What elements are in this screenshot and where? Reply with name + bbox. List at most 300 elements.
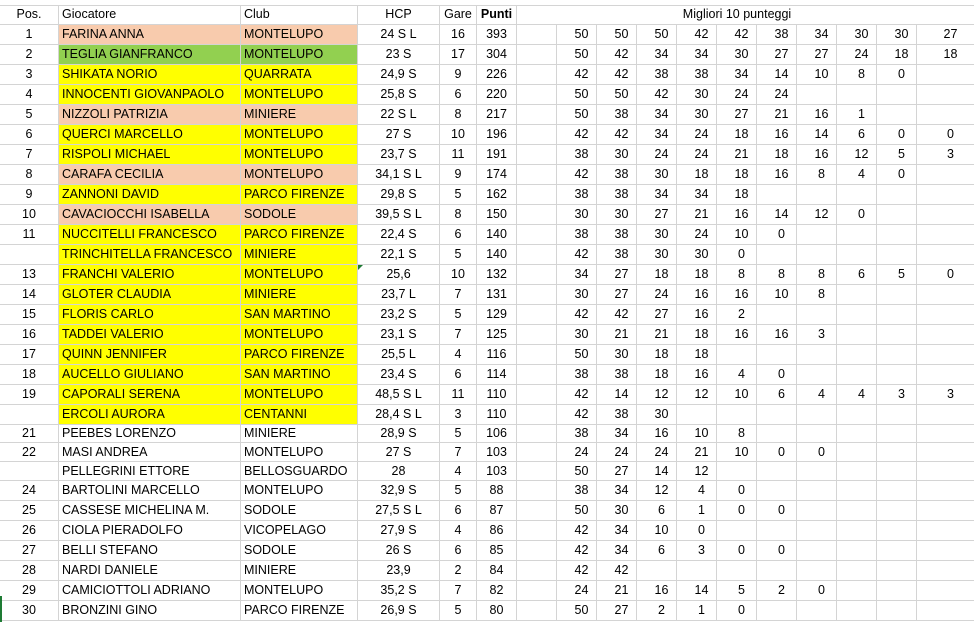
- cell-score[interactable]: 18: [637, 265, 677, 284]
- cell-hcp[interactable]: 34,1 S L: [358, 165, 440, 184]
- cell-hcp[interactable]: 22 S L: [358, 105, 440, 124]
- cell-pos[interactable]: 5: [0, 105, 59, 124]
- cell-empty[interactable]: [517, 385, 557, 404]
- cell-gare[interactable]: 9: [440, 165, 477, 184]
- cell-score[interactable]: 30: [677, 105, 717, 124]
- cell-score[interactable]: 30: [837, 25, 877, 44]
- cell-score[interactable]: 18: [677, 345, 717, 364]
- cell-empty[interactable]: [517, 25, 557, 44]
- cell-score[interactable]: 38: [677, 65, 717, 84]
- cell-score[interactable]: 50: [557, 462, 597, 480]
- cell-score[interactable]: 42: [597, 561, 637, 580]
- cell-score[interactable]: [757, 601, 797, 620]
- cell-punti[interactable]: 103: [477, 462, 517, 480]
- cell-gare[interactable]: 8: [440, 105, 477, 124]
- cell-punti[interactable]: 304: [477, 45, 517, 64]
- cell-score[interactable]: 8: [717, 265, 757, 284]
- cell-score[interactable]: 34: [597, 521, 637, 540]
- cell-score[interactable]: [757, 481, 797, 500]
- cell-pos[interactable]: 7: [0, 145, 59, 164]
- cell-pos[interactable]: 1: [0, 25, 59, 44]
- cell-score[interactable]: [837, 501, 877, 520]
- cell-score[interactable]: 18: [677, 265, 717, 284]
- cell-score[interactable]: [837, 581, 877, 600]
- cell-score[interactable]: [877, 541, 917, 560]
- cell-score[interactable]: [837, 325, 877, 344]
- cell-gare[interactable]: 6: [440, 541, 477, 560]
- cell-score[interactable]: [717, 561, 757, 580]
- cell-score[interactable]: 18: [717, 185, 757, 204]
- cell-giocatore[interactable]: AUCELLO GIULIANO: [59, 365, 241, 384]
- cell-score[interactable]: 34: [637, 45, 677, 64]
- cell-score[interactable]: 8: [757, 265, 797, 284]
- cell-score[interactable]: 34: [637, 125, 677, 144]
- cell-score[interactable]: [797, 541, 837, 560]
- cell-score[interactable]: [797, 305, 837, 324]
- cell-score[interactable]: 42: [557, 125, 597, 144]
- cell-punti[interactable]: 191: [477, 145, 517, 164]
- cell-score[interactable]: 0: [757, 443, 797, 461]
- cell-score[interactable]: 21: [597, 325, 637, 344]
- cell-score[interactable]: [917, 581, 974, 600]
- cell-score[interactable]: 21: [637, 325, 677, 344]
- cell-empty[interactable]: [517, 185, 557, 204]
- cell-score[interactable]: [917, 501, 974, 520]
- cell-score[interactable]: 14: [757, 205, 797, 224]
- cell-club[interactable]: MONTELUPO: [241, 45, 358, 64]
- cell-club[interactable]: MINIERE: [241, 105, 358, 124]
- cell-score[interactable]: [677, 561, 717, 580]
- cell-score[interactable]: 4: [797, 385, 837, 404]
- cell-empty[interactable]: [517, 145, 557, 164]
- cell-club[interactable]: MONTELUPO: [241, 145, 358, 164]
- cell-score[interactable]: [877, 405, 917, 424]
- cell-score[interactable]: 38: [597, 365, 637, 384]
- cell-empty[interactable]: [517, 601, 557, 620]
- cell-score[interactable]: 30: [637, 245, 677, 264]
- cell-score[interactable]: 38: [557, 225, 597, 244]
- cell-hcp[interactable]: 24 S L: [358, 25, 440, 44]
- cell-score[interactable]: 10: [797, 65, 837, 84]
- cell-score[interactable]: [837, 85, 877, 104]
- cell-gare[interactable]: 6: [440, 501, 477, 520]
- cell-giocatore[interactable]: CAMICIOTTOLI ADRIANO: [59, 581, 241, 600]
- cell-score[interactable]: 42: [597, 305, 637, 324]
- cell-score[interactable]: 2: [637, 601, 677, 620]
- header-hcp[interactable]: HCP: [358, 5, 440, 24]
- cell-score[interactable]: 24: [677, 125, 717, 144]
- cell-punti[interactable]: 86: [477, 521, 517, 540]
- cell-club[interactable]: MINIERE: [241, 285, 358, 304]
- cell-gare[interactable]: 5: [440, 601, 477, 620]
- cell-score[interactable]: 27: [943, 27, 958, 41]
- cell-score[interactable]: [917, 105, 974, 124]
- cell-score[interactable]: 27: [597, 601, 637, 620]
- cell-punti[interactable]: 393: [477, 25, 517, 44]
- cell-score[interactable]: 30: [597, 345, 637, 364]
- cell-punti[interactable]: 85: [477, 541, 517, 560]
- cell-club[interactable]: PARCO FIRENZE: [241, 225, 358, 244]
- cell-score[interactable]: 38: [597, 225, 637, 244]
- cell-giocatore[interactable]: QUERCI MARCELLO: [59, 125, 241, 144]
- cell-empty[interactable]: [517, 125, 557, 144]
- cell-score[interactable]: 30: [597, 205, 637, 224]
- cell-score[interactable]: 12: [797, 205, 837, 224]
- cell-score[interactable]: 16: [757, 165, 797, 184]
- cell-hcp[interactable]: 28,4 S L: [358, 405, 440, 424]
- cell-score[interactable]: 16: [637, 581, 677, 600]
- cell-score[interactable]: 10: [717, 225, 757, 244]
- cell-score[interactable]: [917, 561, 974, 580]
- cell-score[interactable]: 42: [557, 561, 597, 580]
- cell-punti[interactable]: 174: [477, 165, 517, 184]
- cell-score[interactable]: 34: [717, 65, 757, 84]
- header-pos[interactable]: Pos.: [0, 5, 59, 24]
- cell-score[interactable]: [877, 105, 917, 124]
- cell-score[interactable]: 16: [677, 365, 717, 384]
- cell-club[interactable]: MONTELUPO: [241, 581, 358, 600]
- cell-giocatore[interactable]: INNOCENTI GIOVANPAOLO: [59, 85, 241, 104]
- cell-score[interactable]: 8: [797, 285, 837, 304]
- cell-pos[interactable]: 26: [0, 521, 59, 540]
- cell-score[interactable]: 18: [877, 45, 917, 64]
- cell-score[interactable]: [837, 245, 877, 264]
- cell-club[interactable]: CENTANNI: [241, 405, 358, 424]
- cell-giocatore[interactable]: TADDEI VALERIO: [59, 325, 241, 344]
- cell-score[interactable]: [837, 425, 877, 442]
- cell-hcp[interactable]: 23,7 L: [358, 285, 440, 304]
- cell-score[interactable]: [837, 405, 877, 424]
- cell-score[interactable]: 42: [557, 245, 597, 264]
- cell-empty[interactable]: [517, 501, 557, 520]
- cell-score[interactable]: [797, 601, 837, 620]
- cell-score[interactable]: [917, 601, 974, 620]
- cell-score[interactable]: 6: [757, 385, 797, 404]
- cell-score[interactable]: 30: [597, 145, 637, 164]
- cell-score[interactable]: [877, 581, 917, 600]
- cell-score[interactable]: [917, 443, 974, 461]
- cell-score[interactable]: 34: [557, 265, 597, 284]
- cell-score[interactable]: [797, 521, 837, 540]
- cell-giocatore[interactable]: GLOTER CLAUDIA: [59, 285, 241, 304]
- cell-hcp[interactable]: 26 S: [358, 541, 440, 560]
- cell-score[interactable]: 21: [597, 581, 637, 600]
- cell-score[interactable]: 50: [557, 85, 597, 104]
- cell-gare[interactable]: 5: [440, 425, 477, 442]
- cell-score[interactable]: 18: [677, 325, 717, 344]
- cell-punti[interactable]: 125: [477, 325, 517, 344]
- cell-empty[interactable]: [517, 481, 557, 500]
- cell-pos[interactable]: 3: [0, 65, 59, 84]
- cell-giocatore[interactable]: ERCOLI AURORA: [59, 405, 241, 424]
- cell-giocatore[interactable]: NARDI DANIELE: [59, 561, 241, 580]
- cell-score[interactable]: 8: [717, 425, 757, 442]
- cell-score[interactable]: 18: [637, 345, 677, 364]
- cell-empty[interactable]: [517, 265, 557, 284]
- cell-score[interactable]: [837, 345, 877, 364]
- cell-score[interactable]: [877, 601, 917, 620]
- cell-giocatore[interactable]: CIOLA PIERADOLFO: [59, 521, 241, 540]
- cell-score[interactable]: [837, 521, 877, 540]
- cell-score[interactable]: [797, 462, 837, 480]
- cell-score[interactable]: [917, 405, 974, 424]
- cell-hcp[interactable]: 26,9 S: [358, 601, 440, 620]
- cell-score[interactable]: [877, 425, 917, 442]
- cell-hcp[interactable]: 24,9 S: [358, 65, 440, 84]
- cell-score[interactable]: 38: [637, 65, 677, 84]
- cell-punti[interactable]: 110: [477, 385, 517, 404]
- cell-score[interactable]: 4: [677, 481, 717, 500]
- cell-pos[interactable]: 15: [0, 305, 59, 324]
- cell-empty[interactable]: [517, 245, 557, 264]
- cell-empty[interactable]: [517, 365, 557, 384]
- cell-score[interactable]: [917, 305, 974, 324]
- cell-score[interactable]: [837, 225, 877, 244]
- cell-score[interactable]: [797, 365, 837, 384]
- cell-score[interactable]: 50: [557, 501, 597, 520]
- cell-club[interactable]: VICOPELAGO: [241, 521, 358, 540]
- cell-pos[interactable]: [0, 245, 59, 264]
- cell-score[interactable]: [877, 245, 917, 264]
- cell-score[interactable]: 0: [757, 541, 797, 560]
- cell-gare[interactable]: 4: [440, 462, 477, 480]
- cell-hcp[interactable]: 29,8 S: [358, 185, 440, 204]
- cell-score[interactable]: [797, 405, 837, 424]
- cell-score[interactable]: [837, 601, 877, 620]
- cell-score[interactable]: 18: [717, 165, 757, 184]
- cell-score[interactable]: 27: [637, 305, 677, 324]
- cell-giocatore[interactable]: SHIKATA NORIO: [59, 65, 241, 84]
- cell-score[interactable]: 42: [557, 65, 597, 84]
- cell-empty[interactable]: [517, 285, 557, 304]
- cell-hcp[interactable]: 48,5 S L: [358, 385, 440, 404]
- cell-score[interactable]: [917, 462, 974, 480]
- cell-score[interactable]: [837, 541, 877, 560]
- cell-giocatore[interactable]: RISPOLI MICHAEL: [59, 145, 241, 164]
- cell-score[interactable]: 50: [557, 601, 597, 620]
- cell-hcp[interactable]: 23 S: [358, 45, 440, 64]
- cell-score[interactable]: 38: [597, 165, 637, 184]
- cell-score[interactable]: 27: [637, 205, 677, 224]
- cell-score[interactable]: 18: [677, 165, 717, 184]
- cell-gare[interactable]: 4: [440, 345, 477, 364]
- cell-hcp[interactable]: 25,8 S: [358, 85, 440, 104]
- cell-score[interactable]: [837, 365, 877, 384]
- cell-hcp[interactable]: 27,5 S L: [358, 501, 440, 520]
- cell-hcp[interactable]: 27,9 S: [358, 521, 440, 540]
- cell-pos[interactable]: 9: [0, 185, 59, 204]
- cell-club[interactable]: SAN MARTINO: [241, 305, 358, 324]
- cell-club[interactable]: MONTELUPO: [241, 325, 358, 344]
- cell-score[interactable]: 16: [677, 285, 717, 304]
- cell-score[interactable]: 38: [757, 25, 797, 44]
- cell-gare[interactable]: 6: [440, 225, 477, 244]
- cell-empty[interactable]: [517, 541, 557, 560]
- cell-score[interactable]: [797, 345, 837, 364]
- cell-empty[interactable]: [517, 45, 557, 64]
- cell-empty[interactable]: [517, 561, 557, 580]
- cell-score[interactable]: 42: [557, 385, 597, 404]
- cell-score[interactable]: [717, 521, 757, 540]
- cell-score[interactable]: 16: [637, 425, 677, 442]
- cell-score[interactable]: 4: [837, 165, 877, 184]
- cell-score[interactable]: [917, 541, 974, 560]
- cell-pos[interactable]: 22: [0, 443, 59, 461]
- cell-score[interactable]: 42: [557, 521, 597, 540]
- cell-score[interactable]: [917, 425, 974, 442]
- cell-score[interactable]: [797, 225, 837, 244]
- cell-score[interactable]: 0: [717, 601, 757, 620]
- cell-score[interactable]: 6: [637, 501, 677, 520]
- cell-club[interactable]: PARCO FIRENZE: [241, 345, 358, 364]
- cell-empty[interactable]: [517, 405, 557, 424]
- cell-score[interactable]: 38: [597, 405, 637, 424]
- cell-score[interactable]: 42: [557, 405, 597, 424]
- cell-gare[interactable]: 9: [440, 65, 477, 84]
- cell-score[interactable]: 16: [677, 305, 717, 324]
- cell-pos[interactable]: [0, 462, 59, 480]
- cell-score[interactable]: 14: [597, 385, 637, 404]
- cell-score[interactable]: [837, 462, 877, 480]
- cell-score[interactable]: 50: [557, 345, 597, 364]
- cell-club[interactable]: MONTELUPO: [241, 443, 358, 461]
- cell-score[interactable]: 8: [837, 65, 877, 84]
- cell-score[interactable]: 42: [557, 541, 597, 560]
- cell-empty[interactable]: [517, 305, 557, 324]
- cell-score[interactable]: [917, 85, 974, 104]
- cell-score[interactable]: [917, 285, 974, 304]
- cell-score[interactable]: 0: [717, 481, 757, 500]
- cell-score[interactable]: 10: [637, 521, 677, 540]
- cell-score[interactable]: 38: [597, 105, 637, 124]
- cell-score[interactable]: 16: [797, 145, 837, 164]
- cell-score[interactable]: 2: [757, 581, 797, 600]
- cell-score[interactable]: [877, 345, 917, 364]
- cell-score[interactable]: 3: [947, 147, 954, 161]
- cell-hcp[interactable]: 23,2 S: [358, 305, 440, 324]
- cell-score[interactable]: 0: [757, 225, 797, 244]
- cell-score[interactable]: 0: [877, 125, 917, 144]
- cell-score[interactable]: [917, 65, 974, 84]
- cell-score[interactable]: [677, 405, 717, 424]
- header-punti[interactable]: Punti: [477, 5, 517, 24]
- cell-gare[interactable]: 11: [440, 145, 477, 164]
- cell-gare[interactable]: 5: [440, 481, 477, 500]
- cell-score[interactable]: 38: [597, 185, 637, 204]
- cell-club[interactable]: QUARRATA: [241, 65, 358, 84]
- cell-score[interactable]: 50: [557, 25, 597, 44]
- cell-score[interactable]: 14: [677, 581, 717, 600]
- cell-gare[interactable]: 6: [440, 85, 477, 104]
- cell-giocatore[interactable]: TEGLIA GIANFRANCO: [59, 45, 241, 64]
- cell-hcp[interactable]: 28: [358, 462, 440, 480]
- cell-empty[interactable]: [517, 521, 557, 540]
- cell-score[interactable]: [917, 165, 974, 184]
- cell-pos[interactable]: 25: [0, 501, 59, 520]
- cell-punti[interactable]: 140: [477, 245, 517, 264]
- cell-pos[interactable]: 11: [0, 225, 59, 244]
- cell-score[interactable]: 38: [597, 245, 637, 264]
- cell-score[interactable]: [757, 561, 797, 580]
- cell-gare[interactable]: 7: [440, 581, 477, 600]
- cell-hcp[interactable]: 23,7 S: [358, 145, 440, 164]
- cell-score[interactable]: 18: [637, 365, 677, 384]
- cell-score[interactable]: 18: [943, 47, 958, 61]
- cell-score[interactable]: 6: [637, 541, 677, 560]
- cell-gare[interactable]: 7: [440, 285, 477, 304]
- cell-giocatore[interactable]: BARTOLINI MARCELLO: [59, 481, 241, 500]
- cell-club[interactable]: MINIERE: [241, 245, 358, 264]
- header-giocatore[interactable]: Giocatore: [59, 5, 241, 24]
- cell-score[interactable]: 50: [597, 25, 637, 44]
- cell-hcp[interactable]: 23,9: [358, 561, 440, 580]
- cell-pos[interactable]: 28: [0, 561, 59, 580]
- cell-hcp[interactable]: 27 S: [358, 125, 440, 144]
- cell-score[interactable]: 14: [637, 462, 677, 480]
- cell-gare[interactable]: 10: [440, 265, 477, 284]
- cell-score[interactable]: 30: [557, 325, 597, 344]
- cell-score[interactable]: 50: [557, 45, 597, 64]
- cell-score[interactable]: 6: [837, 265, 877, 284]
- cell-score[interactable]: 42: [717, 25, 757, 44]
- cell-score[interactable]: 27: [597, 462, 637, 480]
- cell-score[interactable]: 14: [797, 125, 837, 144]
- cell-pos[interactable]: 30: [0, 601, 59, 620]
- cell-score[interactable]: 16: [717, 205, 757, 224]
- cell-score[interactable]: [917, 185, 974, 204]
- cell-score[interactable]: 16: [797, 105, 837, 124]
- cell-score[interactable]: 27: [597, 285, 637, 304]
- cell-punti[interactable]: 103: [477, 443, 517, 461]
- cell-gare[interactable]: 4: [440, 521, 477, 540]
- cell-score[interactable]: [917, 205, 974, 224]
- cell-gare[interactable]: 5: [440, 185, 477, 204]
- cell-score[interactable]: [717, 345, 757, 364]
- cell-score[interactable]: 27: [757, 45, 797, 64]
- cell-empty[interactable]: [517, 581, 557, 600]
- cell-score[interactable]: 2: [717, 305, 757, 324]
- cell-score[interactable]: 3: [797, 325, 837, 344]
- cell-score[interactable]: 21: [757, 105, 797, 124]
- cell-score[interactable]: 42: [637, 85, 677, 104]
- cell-score[interactable]: [837, 481, 877, 500]
- cell-score[interactable]: 38: [557, 481, 597, 500]
- cell-score[interactable]: 16: [717, 325, 757, 344]
- cell-score[interactable]: 42: [677, 25, 717, 44]
- cell-club[interactable]: SODOLE: [241, 541, 358, 560]
- cell-pos[interactable]: 21: [0, 425, 59, 442]
- cell-empty[interactable]: [517, 345, 557, 364]
- cell-score[interactable]: 0: [757, 501, 797, 520]
- cell-giocatore[interactable]: PELLEGRINI ETTORE: [59, 462, 241, 480]
- cell-giocatore[interactable]: MASI ANDREA: [59, 443, 241, 461]
- cell-score[interactable]: 30: [717, 45, 757, 64]
- cell-score[interactable]: [757, 345, 797, 364]
- cell-score[interactable]: 3: [677, 541, 717, 560]
- cell-score[interactable]: 24: [677, 225, 717, 244]
- cell-score[interactable]: [877, 365, 917, 384]
- cell-empty[interactable]: [517, 325, 557, 344]
- cell-gare[interactable]: 3: [440, 405, 477, 424]
- cell-giocatore[interactable]: FLORIS CARLO: [59, 305, 241, 324]
- cell-giocatore[interactable]: NIZZOLI PATRIZIA: [59, 105, 241, 124]
- cell-score[interactable]: 30: [677, 85, 717, 104]
- cell-gare[interactable]: 5: [440, 305, 477, 324]
- cell-score[interactable]: 5: [877, 265, 917, 284]
- cell-score[interactable]: [877, 325, 917, 344]
- cell-punti[interactable]: 132: [477, 265, 517, 284]
- cell-score[interactable]: [837, 185, 877, 204]
